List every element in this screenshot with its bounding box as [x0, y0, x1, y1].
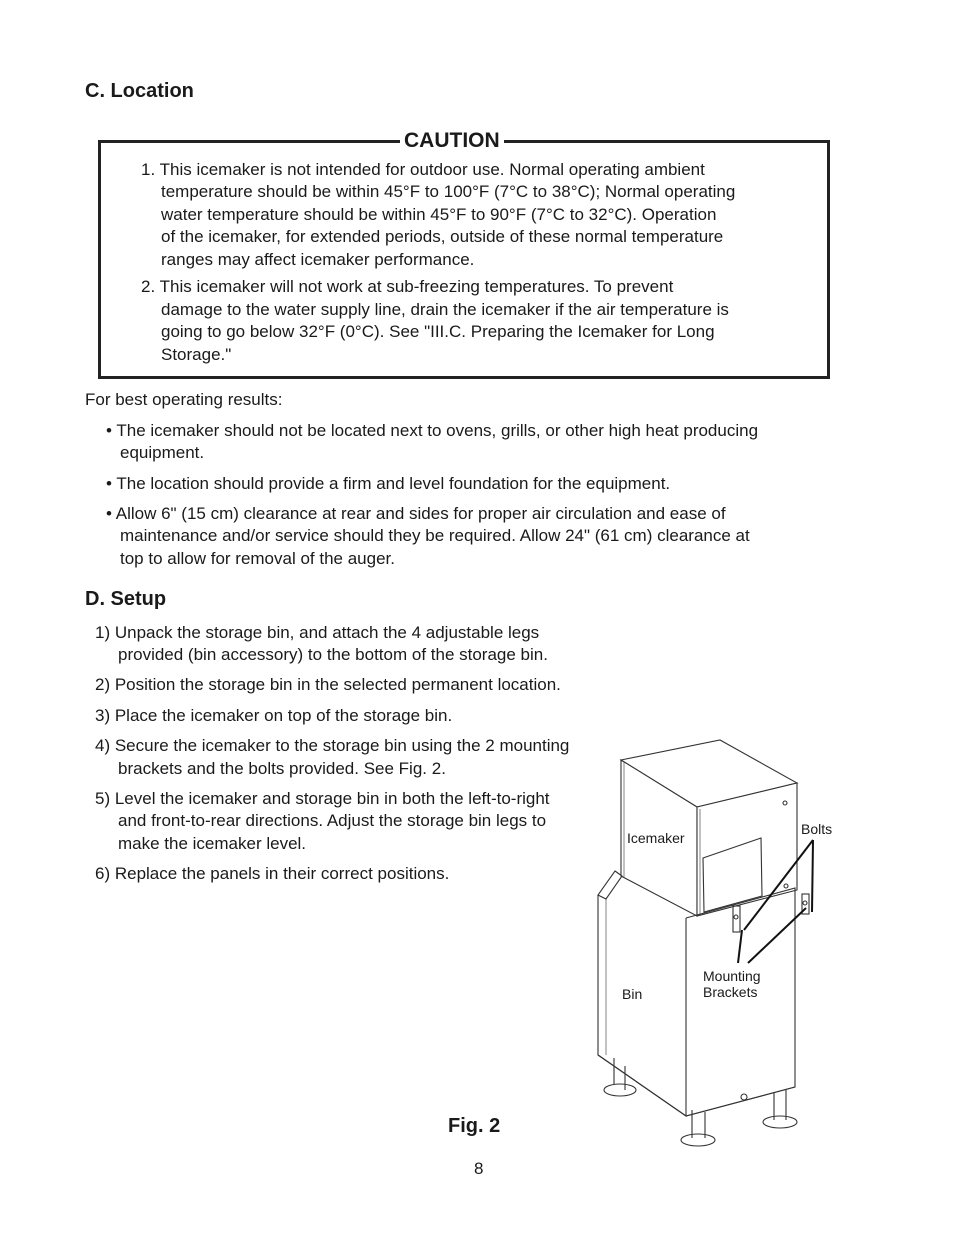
- label-mounting: Mounting: [703, 968, 761, 984]
- step-line: provided (bin accessory) to the bottom of the storage bin.: [118, 645, 548, 664]
- caution-line: This icemaker is not intended for outdoor use. Normal operating ambient: [159, 160, 705, 179]
- bullet-line: • Allow 6" (15 cm) clearance at rear and sides for proper air circulation and ease of: [106, 504, 726, 523]
- caution-item-number: 1.: [141, 160, 156, 179]
- label-icemaker: Icemaker: [627, 830, 685, 846]
- bullet-line: top to allow for removal of the auger.: [120, 549, 395, 568]
- label-bin: Bin: [622, 986, 643, 1002]
- bullet-line: • The location should provide a firm and level foundation for the equipment.: [106, 474, 671, 493]
- step-line: 4) Secure the icemaker to the storage bin using the 2 mounting: [95, 736, 570, 755]
- step-line: make the icemaker level.: [118, 834, 307, 853]
- caution-line: of the icemaker, for extended periods, outside of these normal temperature: [161, 227, 724, 246]
- caution-title: CAUTION: [400, 128, 504, 154]
- step-line: 5) Level the icemaker and storage bin in both the left-to-right: [95, 789, 550, 808]
- bullet-line: maintenance and/or service should they be required. Allow 24" (61 cm) clearance at: [120, 526, 750, 545]
- label-brackets: Brackets: [703, 984, 758, 1000]
- step-line: brackets and the bolts provided. See Fig. 2.: [118, 759, 446, 778]
- caution-line: temperature should be within 45°F to 100°F (7°C to 38°C); Normal operating: [161, 182, 736, 201]
- caution-item-number: 2.: [141, 277, 156, 296]
- step-line: and front-to-rear directions. Adjust the storage bin legs to: [118, 811, 547, 830]
- caution-line: This icemaker will not work at sub-freezing temperatures. To prevent: [159, 277, 674, 296]
- caution-line: ranges may affect icemaker performance.: [161, 250, 475, 269]
- section-heading-setup: D. Setup: [85, 588, 167, 610]
- caution-line: water temperature should be within 45°F to 90°F (7°C to 32°C). Operation: [161, 205, 717, 224]
- icemaker-bin-illustration: [590, 730, 850, 1160]
- bullet-line: • The icemaker should not be located next to ovens, grills, or other high heat producing: [106, 421, 759, 440]
- best-results-intro: For best operating results:: [85, 390, 283, 409]
- caution-line: going to go below 32°F (0°C). See "III.C. Preparing the Icemaker for Long: [161, 322, 715, 341]
- step-line: 3) Place the icemaker on top of the storage bin.: [95, 706, 453, 725]
- label-bolts: Bolts: [801, 821, 833, 837]
- caution-line: damage to the water supply line, drain the icemaker if the air temperature is: [161, 300, 729, 319]
- caution-line: Storage.": [161, 345, 232, 364]
- step-line: 1) Unpack the storage bin, and attach the 4 adjustable legs: [95, 623, 540, 642]
- step-line: 6) Replace the panels in their correct positions.: [95, 864, 450, 883]
- section-heading-location: C. Location: [85, 80, 194, 102]
- step-line: 2) Position the storage bin in the selected permanent location.: [95, 675, 561, 694]
- page-number: 8: [474, 1159, 484, 1178]
- figure-caption: Fig. 2: [448, 1115, 501, 1137]
- bullet-line: equipment.: [120, 443, 205, 462]
